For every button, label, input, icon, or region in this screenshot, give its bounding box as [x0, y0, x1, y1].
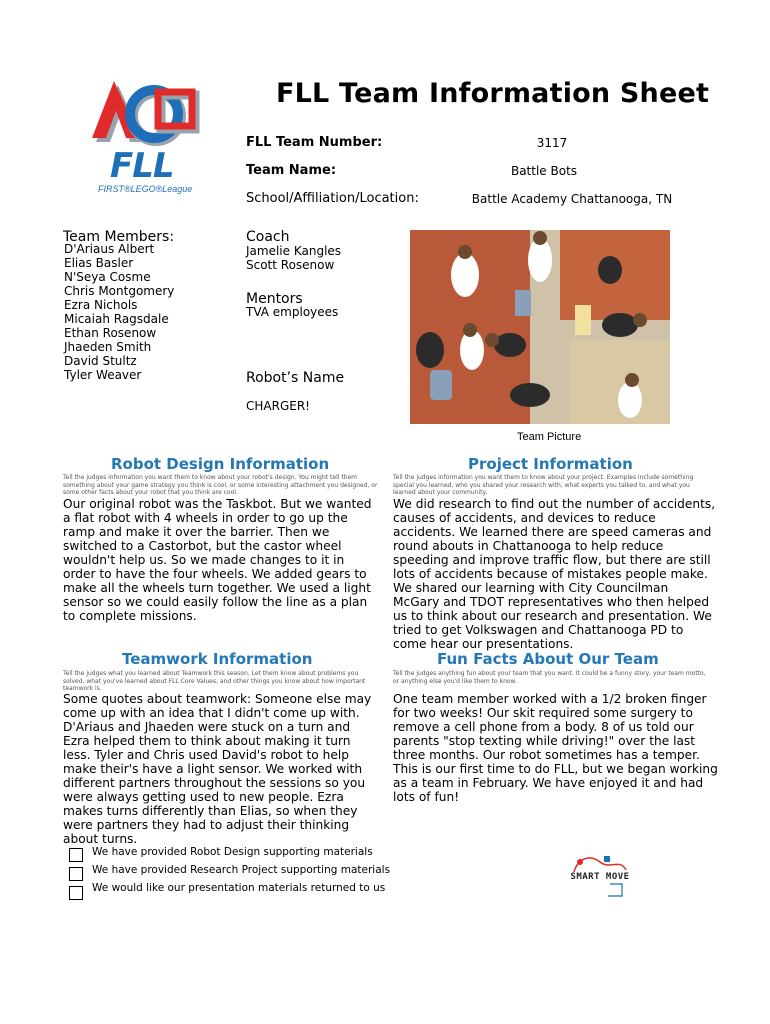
project-body[interactable]: We did research to find out the number of accidents, causes of accidents, and devices to reduce accidents. We learned there are speed cameras and round abouts in Chattanooga to help reduce speeding and improve traffic flow, but there are still lots of accidents because of mistakes people make. We shared our learning with City Councilman McGary and TDOT representatives who then helped us to think about our research and presentation. We tried to get Volkswagen and Chattanooga PD to come hear our presentations. — [393, 497, 716, 651]
robot-design-hint: Tell the judges information you want them to know about your robot's design. You might tell them something about your game strategy you think is cool, or some interesting attachment you designed, or some other facts about your robot that you think are cool. — [63, 474, 378, 496]
fun-facts-title: Fun Facts About Our Team — [437, 650, 659, 668]
list-item: N'Seya Cosme — [64, 270, 151, 284]
mentors-value: TVA employees — [246, 305, 339, 319]
list-item: Scott Rosenow — [246, 258, 335, 272]
fll-brand: FLL — [110, 146, 174, 186]
team-members-heading: Team Members: — [63, 229, 175, 245]
list-item: Jamelie Kangles — [246, 244, 342, 258]
list-item: Ethan Rosenow — [64, 326, 157, 340]
research-materials-checkbox[interactable] — [69, 867, 83, 881]
team-photo-icon — [410, 230, 670, 424]
robot-design-body[interactable]: Our original robot was the Taskbot. But we wanted a flat robot with 4 wheels in order to go up the ramp and make it over the barrier. Then we switched to a Castorbot, but the castor wheel wouldn't help us. So we made changes to it in order to have the four wheels. We added gears to make all the wheels turn together. We used a light sensor so we could easily follow the line as a plan to complete missions. — [63, 497, 372, 623]
list-item: D'Ariaus Albert — [64, 242, 155, 256]
list-item: David Stultz — [64, 354, 137, 368]
list-item: Tyler Weaver — [64, 368, 142, 382]
team-number-value[interactable]: 3117 — [536, 136, 568, 150]
list-item: Ezra Nichols — [64, 298, 138, 312]
return-materials-label: We would like our presentation materials returned to us — [92, 882, 386, 894]
list-item: Elias Basler — [64, 256, 134, 270]
coach-list — [246, 244, 341, 272]
robot-name-value: CHARGER! — [246, 399, 310, 413]
list-item: Jhaeden Smith — [64, 340, 152, 354]
mentors-heading: Mentors — [246, 291, 303, 307]
teamwork-title: Teamwork Information — [122, 650, 313, 668]
fll-league: FIRST®LEGO®League — [98, 184, 193, 194]
smart-move-logo — [560, 848, 640, 908]
page-title: FLL Team Information Sheet — [276, 78, 710, 109]
team-name-value[interactable]: Battle Bots — [510, 164, 578, 178]
team-number-label: FLL Team Number: — [246, 135, 383, 150]
fun-facts-hint: Tell the judges anything fun about your team that you want. It could be a funny story, your team motto, or anything else you'd like them to know. — [393, 670, 706, 685]
team-picture-caption: Team Picture — [517, 431, 582, 443]
coach-heading: Coach — [246, 229, 290, 245]
project-hint: Tell the judges information you want them to know about your project. Examples include something special you learned, who you shared your research with, what experts you talked to, and what you learned about your community. — [393, 474, 694, 496]
school-value[interactable]: Battle Academy Chattanooga, TN — [471, 192, 673, 206]
fll-logo — [84, 76, 214, 201]
school-label: School/Affiliation/Location: — [246, 191, 419, 206]
research-materials-label: We have provided Research Project supporting materials — [92, 864, 391, 876]
list-item: Chris Montgomery — [64, 284, 175, 298]
team-members-list — [64, 242, 174, 382]
teamwork-hint: Tell the judges what you learned about Teamwork this season. Let them know about problems you solved, what you've learned about FLL Core Values, and other things you know about how important teamwork is. — [63, 670, 366, 692]
project-title: Project Information — [468, 455, 633, 473]
robot-name-heading: Robot’s Name — [246, 370, 345, 386]
robot-design-materials-label: We have provided Robot Design supporting materials — [92, 846, 373, 858]
team-name-label: Team Name: — [246, 163, 337, 178]
robot-design-materials-checkbox[interactable] — [69, 848, 83, 862]
list-item: Micaiah Ragsdale — [64, 312, 169, 326]
robot-design-title: Robot Design Information — [111, 455, 330, 473]
smart-move-text: SMART MOVE — [570, 872, 630, 882]
return-materials-checkbox[interactable] — [69, 886, 83, 900]
fun-facts-body[interactable]: One team member worked with a 1/2 broken finger for two weeks! Our skit required some surgery to remove a cell phone from a body. 8 of us told our parents "stop texting while driving!" over the last three months. Our robot sometimes has a temper. This is our first time to do FLL, but we began working as a team in February. We have enjoyed it and had lots of fun! — [393, 692, 718, 804]
team-picture — [410, 230, 670, 424]
teamwork-body[interactable]: Some quotes about teamwork: Someone else may come up with an idea that I didn't come up with. D'Ariaus and Jhaeden were stuck on a turn and Ezra helped them to think about making it turn less. Tyler and Chris used David's robot to help make their's have a light sensor. We worked with different partners throughout the sessions so you were always getting used to new people. Ezra makes turns differently than Elias, so when they were partners they had to adjust their thinking about turns. — [63, 692, 372, 846]
